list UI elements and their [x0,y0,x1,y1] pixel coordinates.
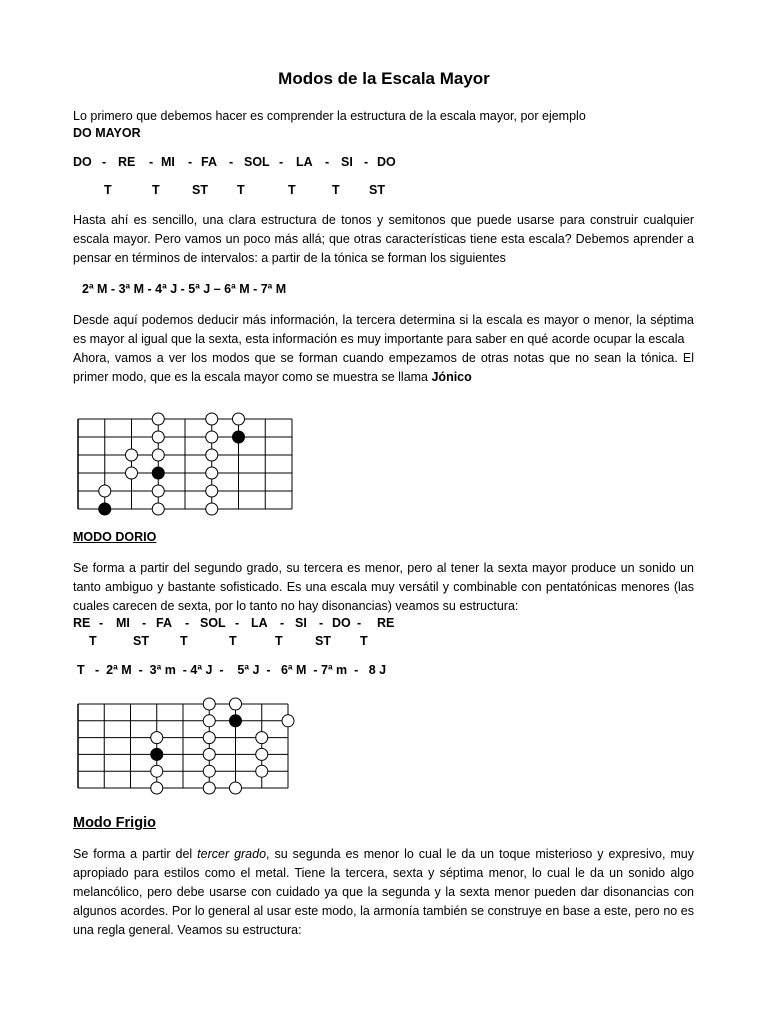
separator: - [102,155,107,169]
note: SI [341,155,353,169]
scale-note-dot [99,485,111,497]
step: ST [133,634,149,648]
paragraph-text: Se forma a partir del segundo grado, su tercera es menor, pero al tener la sexta mayor produce un sonido un tanto ambiguo y bastante sofisticado. Es una escala muy versátil y combinable con pentatónicas menores (las cuales carecen de sexta, por lo tanto no hay disonancias) veamos su estructura: [73,561,694,613]
scale-note-dot [152,431,164,443]
section-heading-dorio: MODO DORIO [73,530,157,544]
step: T [237,183,245,197]
step: T [104,183,112,197]
scale-note-dot [203,715,215,727]
scale-note-dot [206,413,218,425]
note: FA [201,155,217,169]
paragraph-text-post: , su segunda es menor lo cual le da un toque misterioso y expresivo, muy apropiado para estilos como el metal. Tiene la tercera, sexta y séptima menor, lo cual le da un sonido algo melancólico, pero debe usarse con cuidado ya que la segunda y la sexta menor pueden dar disonancias con algunos acordes. Por lo general al usar este modo, la armonía también se construye en base a este, pero no es una regla general. Veamos su estructura: [73,847,694,937]
step: T [332,183,340,197]
paragraph-text [73,845,694,940]
scale-note-dot [256,765,268,777]
scale-note-dot [233,413,245,425]
scale-note-dot [126,449,138,461]
paragraph-frigio [73,845,694,940]
scale-note-dot [256,732,268,744]
separator: - [188,155,193,169]
separator: - [142,616,147,630]
note: SI [295,616,307,630]
scale-note-dot [152,503,164,515]
scale-note-dot [151,732,163,744]
scale-note-dot [282,715,294,727]
paragraph-dorio [73,559,694,616]
note: RE [73,616,91,630]
separator: - [319,616,324,630]
note: DO [332,616,351,630]
scale-note-dot [151,765,163,777]
step: ST [192,183,208,197]
scale-note-dot [203,748,215,760]
scale-note-dot [206,431,218,443]
root-note-dot [152,467,164,479]
scale-note-dot [203,698,215,710]
separator: - [185,616,190,630]
scale-note-dot [206,485,218,497]
note: MI [161,155,175,169]
root-note-dot [233,431,245,443]
paragraph-text: Desde aquí podemos deducir más información, la tercera determina si la escala es mayor o menor, la séptima es mayor al igual que la sexta, esta información es muy importante para saber en qué acorde ocupar la escala [73,313,694,346]
step: ST [369,183,385,197]
separator: - [364,155,369,169]
separator: - [325,155,330,169]
step: T [152,183,160,197]
paragraph-text-pre: Se forma a partir del [73,847,198,861]
step: ST [315,634,331,648]
step: T [180,634,188,648]
do-mayor-label: DO MAYOR [73,126,141,140]
intro-line: Lo primero que debemos hacer es comprender la estructura de la escala mayor, por ejemplo [73,109,586,123]
scale-note-dot [152,413,164,425]
separator: - [280,616,285,630]
fretboard-diagram [77,703,289,789]
separator: - [357,616,362,630]
note: LA [251,616,268,630]
fretboard-diagram [77,418,293,510]
scale-note-dot [151,782,163,794]
fretboard-dorio [77,703,289,789]
root-note-dot [99,503,111,515]
paragraph-text: Ahora, vamos a ver los modos que se forman cuando empezamos de otras notas que no sean la tónica. El primer modo, que es la escala mayor como se muestra se llama [73,351,694,384]
scale-note-dot [203,765,215,777]
scale-note-dot [206,449,218,461]
paragraph-desde [73,311,694,387]
note: RE [377,616,395,630]
note: DO [377,155,396,169]
jonico-label: Jónico [431,370,472,384]
step: T [89,634,97,648]
scale-note-dot [203,782,215,794]
scale-note-dot [230,782,242,794]
section-heading-frigio: Modo Frigio [73,815,156,831]
scale-note-dot [203,732,215,744]
paragraph-hasta [73,211,694,268]
note: FA [156,616,172,630]
paragraph-ahora [73,349,694,387]
step: T [229,634,237,648]
scale-note-dot [206,503,218,515]
separator: - [149,155,154,169]
scale-note-dot [206,467,218,479]
scale-note-dot [152,485,164,497]
step: T [275,634,283,648]
root-note-dot [151,748,163,760]
scale-note-dot [126,467,138,479]
paragraph-text: Hasta ahí es sencillo, una clara estructura de tonos y semitonos que puede usarse para construir cualquier escala mayor. Pero vamos un poco más allá; que otras características tiene esta escala? Debemos aprender a pensar en términos de intervalos: a partir de la tónica se forman los siguientes [73,213,694,265]
scale-note-dot [152,449,164,461]
separator: - [99,616,104,630]
dorio-intervals: T - 2ª M - 3ª m - 4ª J - 5ª J - 6ª M - 7ª m - 8 J [77,663,387,677]
scale-note-dot [256,748,268,760]
root-note-dot [230,715,242,727]
note: LA [296,155,313,169]
step: T [288,183,296,197]
note: SOL [200,616,226,630]
separator: - [235,616,240,630]
note: SOL [244,155,270,169]
step: T [360,634,368,648]
paragraph-text-italic: tercer grado [197,847,267,861]
note: MI [116,616,130,630]
separator: - [279,155,284,169]
scale-note-dot [230,698,242,710]
separator: - [229,155,234,169]
note: RE [118,155,136,169]
page-title: Modos de la Escala Mayor [278,69,490,88]
note: DO [73,155,92,169]
major-intervals: 2ª M - 3ª M - 4ª J - 5ª J – 6ª M - 7ª M [82,282,287,296]
fretboard-jonico [77,418,293,510]
